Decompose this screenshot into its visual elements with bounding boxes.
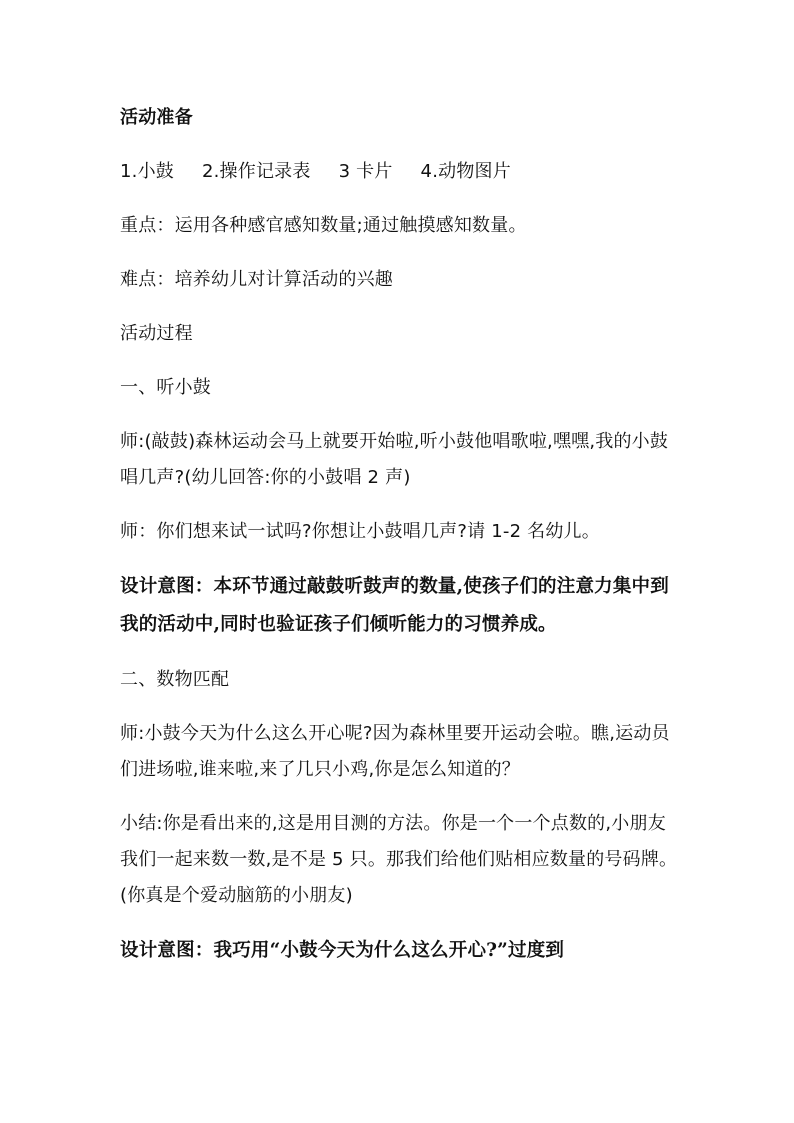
- paragraph-3: 师:小鼓今天为什么这么开心呢?因为森林里要开运动会啦。瞧,运动员们进场啦,谁来啦,来了几只小鸡,你是怎么知道的？: [120, 723, 670, 780]
- document-body: [120, 100, 680, 988]
- paragraph-1: 师:(敲鼓)森林运动会马上就要开始啦,听小鼓他唱歌啦,嘿嘿,我的小鼓唱几声?(幼儿回答:你的小鼓唱 2 声): [120, 431, 669, 488]
- material-item: 4.动物图片: [420, 161, 511, 182]
- summary: 小结:你是看出来的,这是用目测的方法。你是一个一个点数的,小朋友我们一起来数一数,是不是 5 只。那我们给他们贴相应数量的号码牌。(你真是个爱动脑筋的小朋友): [120, 813, 678, 906]
- material-item: 3 卡片: [338, 161, 393, 182]
- materials-list: [120, 154, 680, 190]
- design-intent-2: 设计意图：我巧用“小鼓今天为什么这么开心?”过度到: [120, 940, 565, 961]
- key-point: 重点：运用各种感官感知数量;通过触摸感知数量。: [120, 215, 527, 236]
- process-title: 活动过程: [120, 323, 193, 344]
- design-intent-1: 设计意图：本环节通过敲鼓听鼓声的数量,使孩子们的注意力集中到我的活动中,同时也验证孩子们倾听能力的习惯养成。: [120, 576, 669, 635]
- part2-title: 二、数物匹配: [120, 669, 230, 690]
- material-item: 1.小鼓: [120, 161, 174, 182]
- material-item: 2.操作记录表: [201, 161, 311, 182]
- part1-title: 一、听小鼓: [120, 377, 211, 398]
- paragraph-2: 师：你们想来试一试吗?你想让小鼓唱几声?请 1-2 名幼儿。: [120, 521, 600, 542]
- difficulty: 难点：培养幼儿对计算活动的兴趣: [120, 269, 393, 290]
- section-prep-title: 活动准备: [120, 107, 193, 128]
